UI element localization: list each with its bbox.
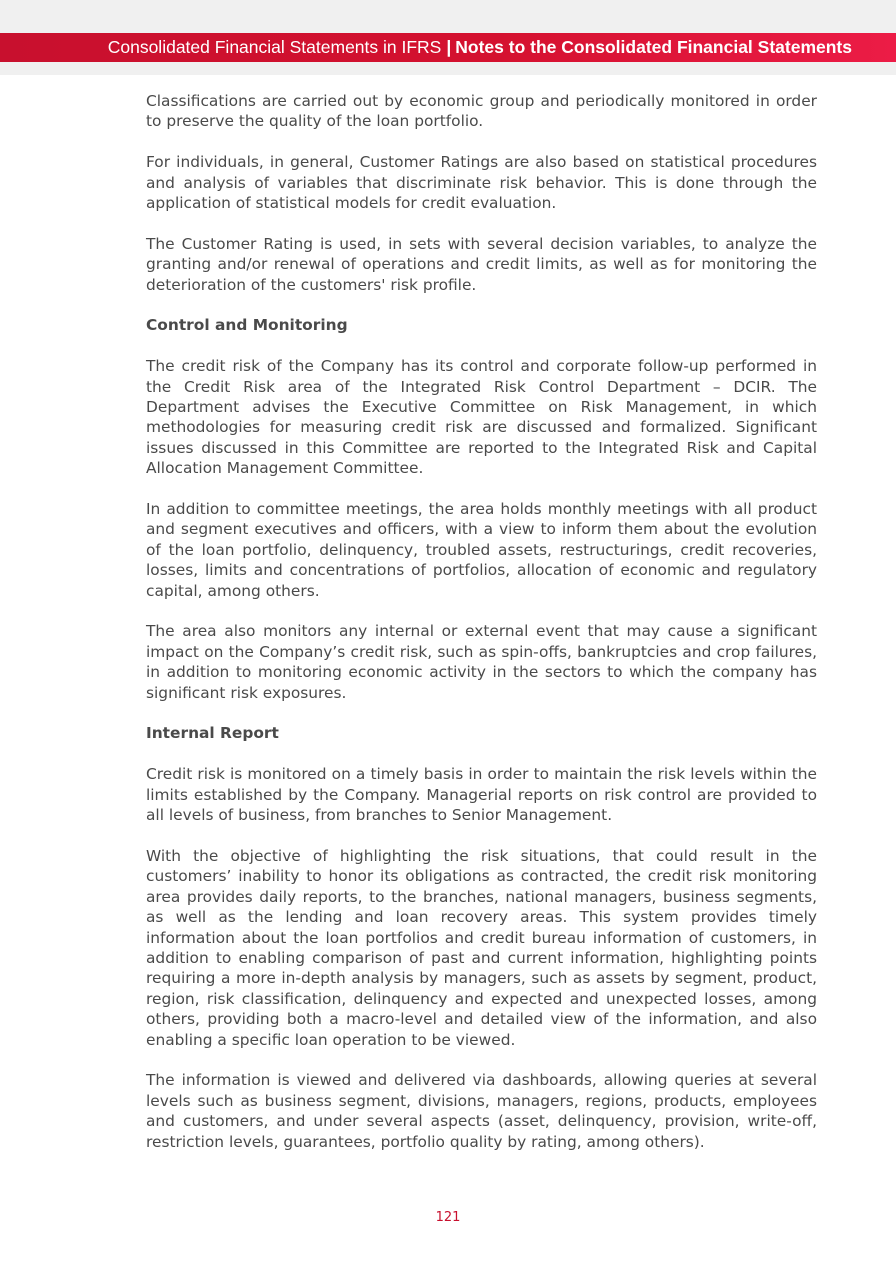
page-body	[146, 91, 817, 1172]
paragraph-individual-ratings: For individuals, in general, Customer Ratings are also based on statistical procedures and analysis of variables that discriminate risk behavior. This is done through the application of statistical models for credit evaluation.	[146, 153, 817, 213]
paragraph-dashboards: The information is viewed and delivered via dashboards, allowing queries at several levels such as business segment, divisions, managers, regions, products, employees and customers, and under several aspects (asset, delinquency, provision, write-off, restriction levels, guarantees, portfolio quality by rating, among others).	[146, 1071, 817, 1151]
paragraph-daily-reports: With the objective of highlighting the risk situations, that could result in the customers’ inability to honor its obligations as contracted, the credit risk monitoring area provides daily reports, to the branches, national managers, business segments, as well as the lending and loan recovery areas. This system provides timely information about the loan portfolios and credit bureau information of customers, in addition to enabling comparison of past and current information, highlighting points requiring a more in-depth analysis by managers, such as assets by segment, product, region, risk classification, delinquency and expected and unexpected losses, among others, providing both a macro-level and detailed view of the information, and also enabling a specific loan operation to be viewed.	[146, 846, 817, 1049]
page-header-band	[0, 33, 896, 62]
header-bottom-strip	[0, 62, 896, 75]
header-chapter-title: Notes to the Consolidated Financial Statements	[455, 37, 852, 57]
paragraph-classifications: Classifications are carried out by economic group and periodically monitored in order to preserve the quality of the loan portfolio.	[146, 92, 817, 131]
paragraph-customer-rating-use: The Customer Rating is used, in sets with several decision variables, to analyze the granting and/or renewal of operations and credit limits, as well as for monitoring the deterioration of the customers' risk profile.	[146, 234, 817, 294]
section-heading-control-monitoring: Control and Monitoring	[146, 316, 348, 335]
top-margin-strip	[0, 0, 896, 33]
page-number: 121	[435, 1210, 461, 1225]
paragraph-monthly-meetings: In addition to committee meetings, the area holds monthly meetings with all product and segment executives and officers, with a view to inform them about the evolution of the loan portfolio, delinquency, troubled assets, restructurings, credit recoveries, losses, limits and concentrations of portfolios, allocation of economic and regulatory capital, among others.	[146, 500, 817, 600]
paragraph-timely-monitoring: Credit risk is monitored on a timely basis in order to maintain the risk levels within the limits established by the Company. Managerial reports on risk control are provided to all levels of business, from branches to Senior Management.	[146, 765, 817, 825]
running-header	[108, 33, 852, 62]
paragraph-credit-risk-control: The credit risk of the Company has its control and corporate follow-up performed in the Credit Risk area of the Integrated Risk Control Department – DCIR. The Department advises the Executive Committee on Risk Management, in which methodologies for measuring credit risk are discussed and formalized. Significant issues discussed in this Committee are reported to the Integrated Risk and Capital Allocation Management Committee.	[146, 357, 817, 478]
header-separator: |	[446, 37, 452, 57]
header-section-title: Consolidated Financial Statements in IFRS	[107, 37, 442, 57]
paragraph-event-monitoring: The area also monitors any internal or external event that may cause a significant impact on the Company’s credit risk, such as spin-offs, bankruptcies and crop failures, in addition to monitoring economic activity in the sectors to which the company has significant risk exposures.	[146, 622, 817, 702]
section-heading-internal-report: Internal Report	[146, 724, 279, 743]
